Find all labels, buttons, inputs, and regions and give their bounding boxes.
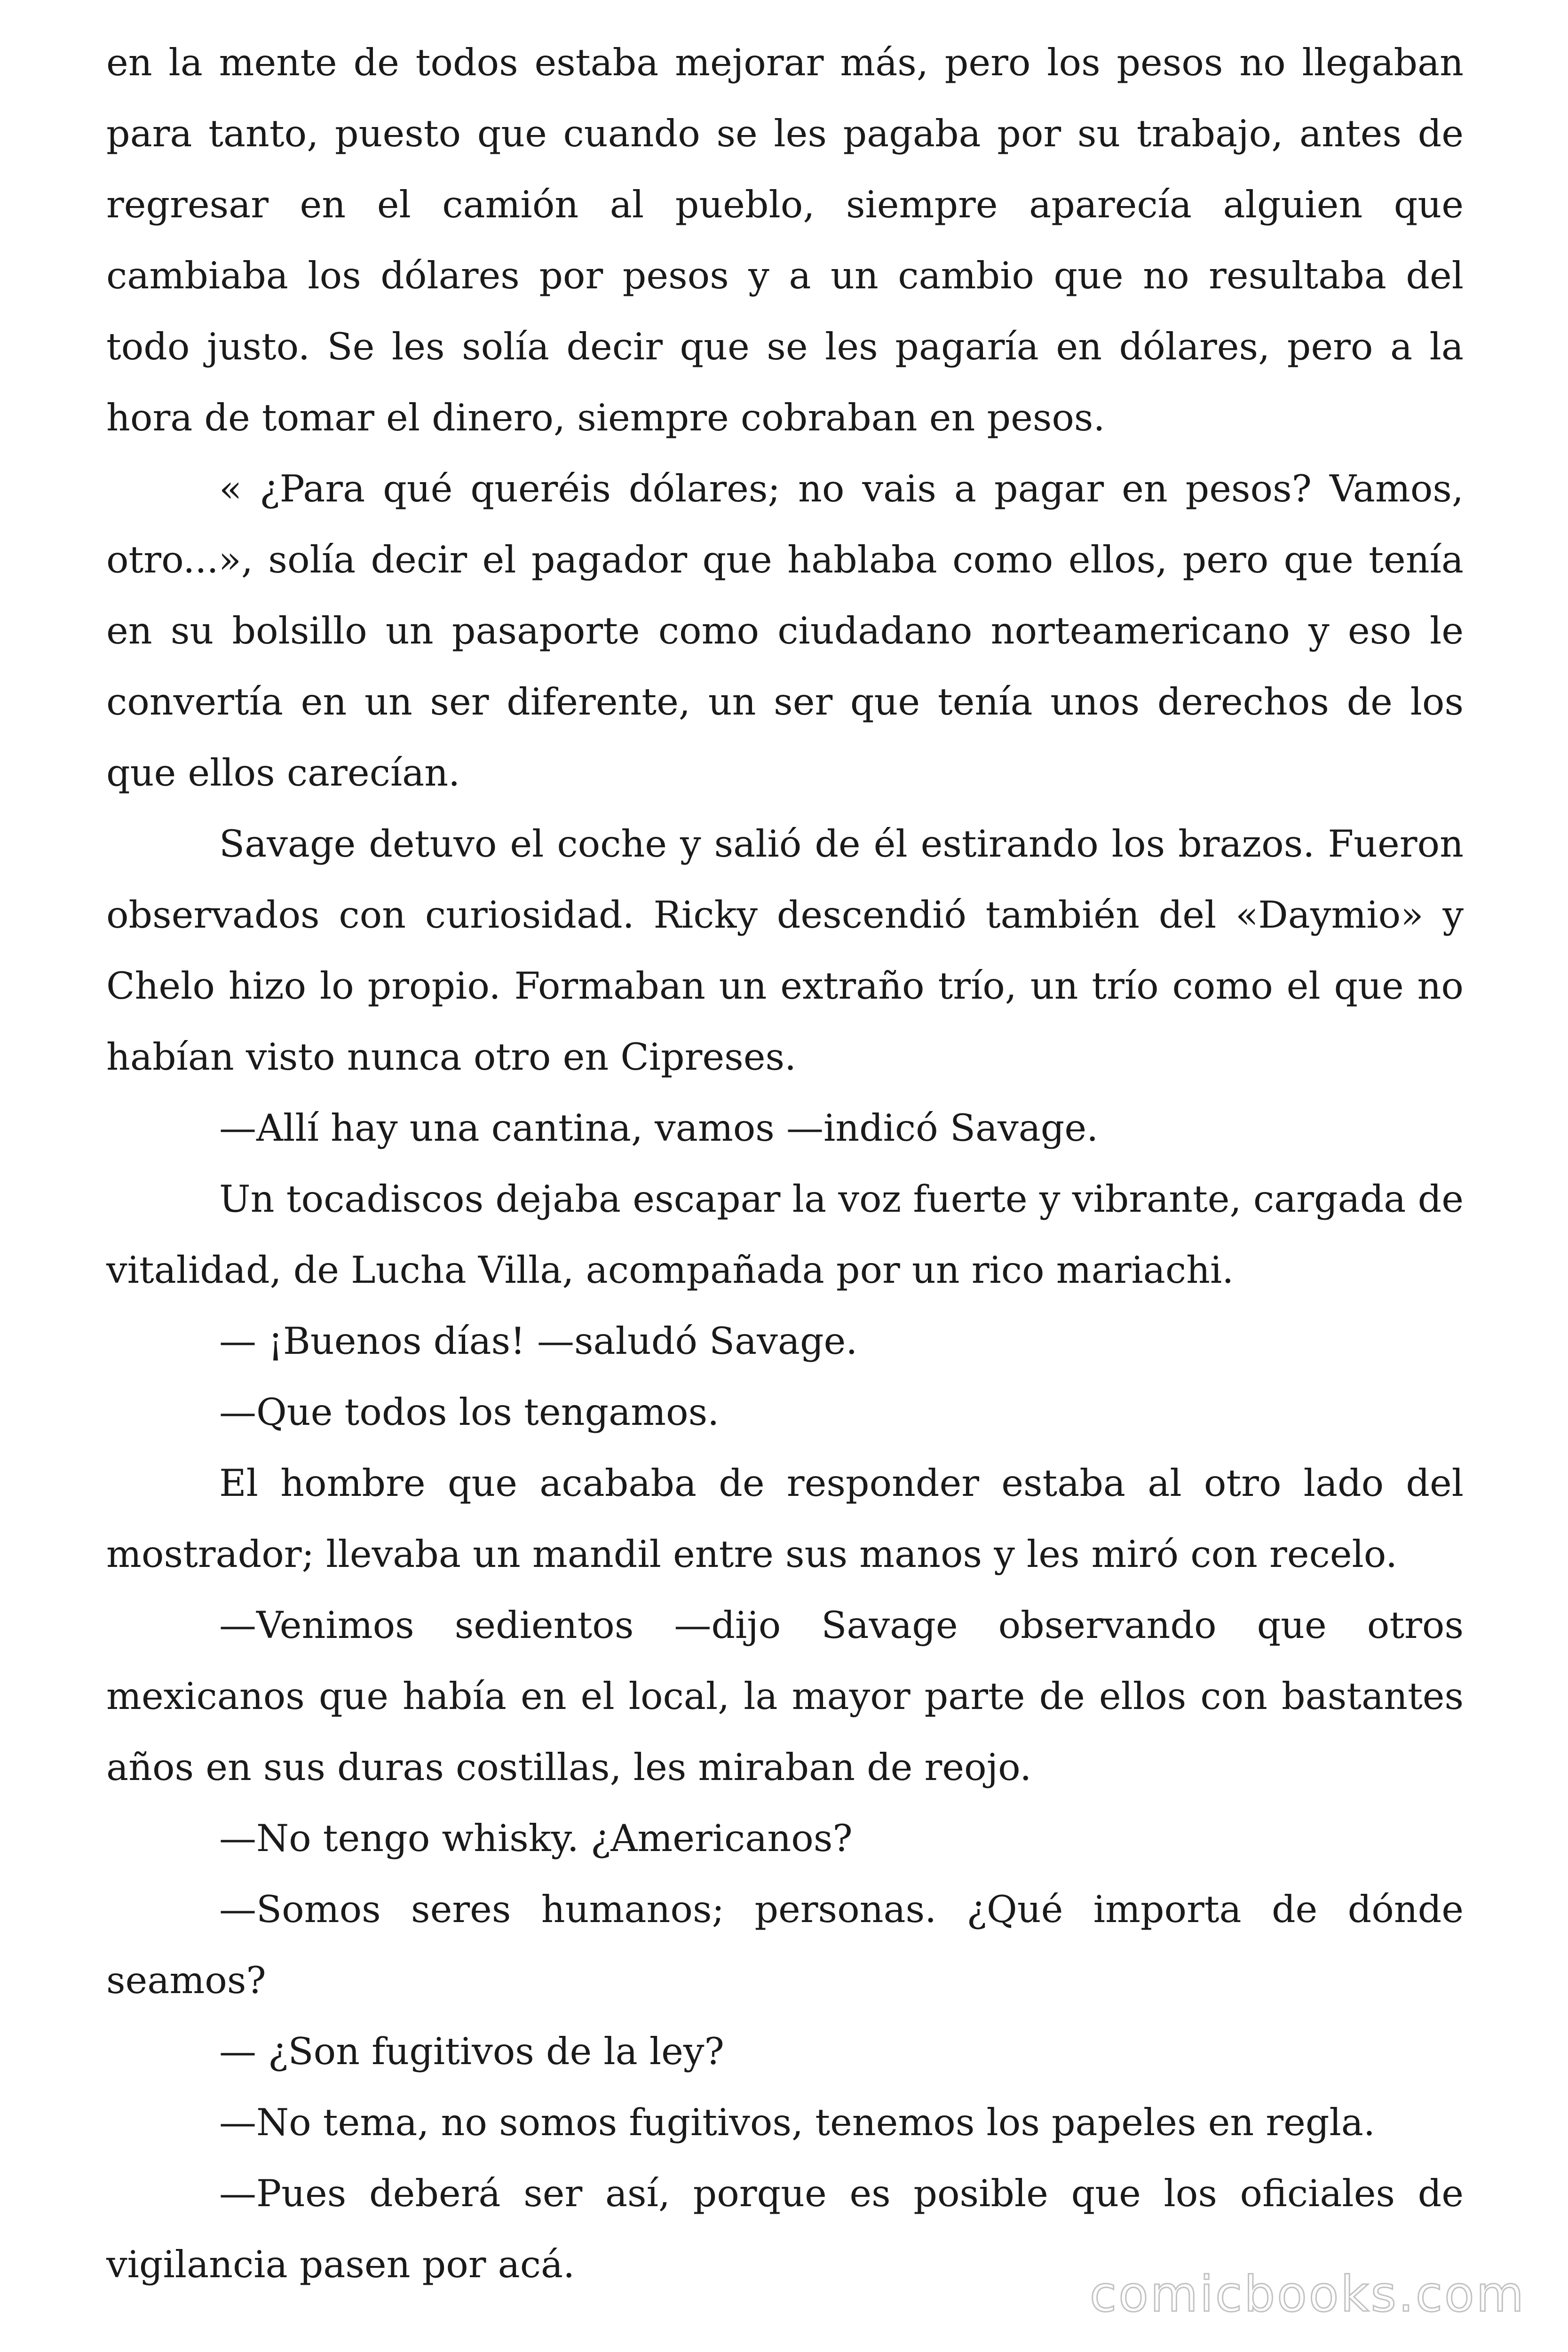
book-page-text [106,27,1464,2300]
paragraph: —No tema, no somos fugitivos, tenemos los papeles en regla. [219,2101,1375,2144]
paragraph: —Allí hay una cantina, vamos —indicó Savage. [219,1106,1099,1150]
paragraph: — ¿Son fugitivos de la ley? [219,2030,724,2073]
paragraph: en la mente de todos estaba mejorar más, pero los pesos no llegaban para tanto, puesto que cuando se les pagaba por su trabajo, antes de regresar en el camión al pueblo, siempre aparecía alguien que cambiaba los dólares por pesos y a un cambio que no resultaba del todo justo. Se les solía decir que se les pagaría en dólares, pero a la hora de tomar el dinero, siempre cobraban en pesos. [106,41,1464,439]
paragraph: —Venimos sedientos —dijo Savage observando que otros mexicanos que había en el local, la mayor parte de ellos con bastantes años en sus duras costillas, les miraban de reojo. [106,1604,1464,1789]
paragraph: El hombre que acababa de responder estaba al otro lado del mostrador; llevaba un mandil entre sus manos y les miró con recelo. [106,1462,1464,1576]
paragraph: —Somos seres humanos; personas. ¿Qué importa de dónde seamos? [106,1888,1464,2002]
paragraph: Savage detuvo el coche y salió de él estirando los brazos. Fueron observados con curiosidad. Ricky descendió también del «Daymio» y Chelo hizo lo propio. Formaban un extraño trío, un trío como el que no habían visto nunca otro en Cipreses. [106,822,1464,1079]
paragraph: « ¿Para qué queréis dólares; no vais a pagar en pesos? Vamos, otro...», solía decir el pagador que hablaba como ellos, pero que tenía en su bolsillo un pasaporte como ciudadano norteamericano y eso le convertía en un ser diferente, un ser que tenía unos derechos de los que ellos carecían. [106,467,1464,795]
paragraph: Un tocadiscos dejaba escapar la voz fuerte y vibrante, cargada de vitalidad, de Lucha Villa, acompañada por un rico mariachi. [106,1177,1464,1292]
paragraph: — ¡Buenos días! —saludó Savage. [219,1319,858,1363]
watermark: comicbooks.com [1089,2265,1526,2323]
paragraph: —Pues deberá ser así, porque es posible que los oficiales de vigilancia pasen por acá. [106,2172,1464,2286]
paragraph: —Que todos los tengamos. [219,1391,720,1434]
paragraph: —No tengo whisky. ¿Americanos? [219,1817,853,1860]
